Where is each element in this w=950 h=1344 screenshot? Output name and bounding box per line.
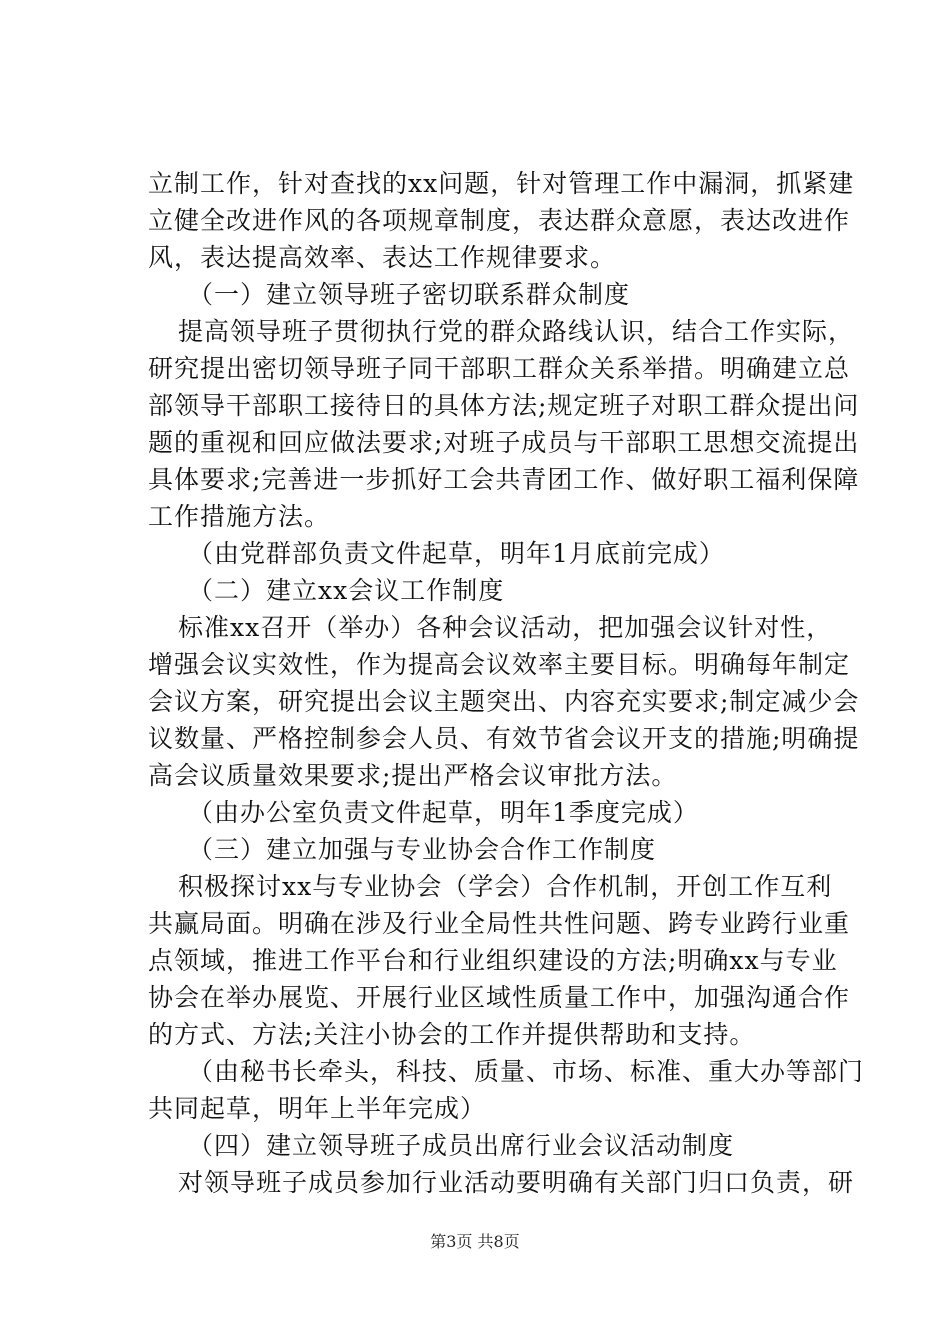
body-text-line: 共赢局面。明确在涉及行业全局性共性问题、跨专业跨行业重: [148, 909, 851, 938]
body-text-line: 会议方案，研究提出会议主题突出、内容充实要求;制定减少会: [148, 687, 860, 716]
responsibility-note: （由秘书长牵头，科技、质量、市场、标准、重大办等部门: [188, 1057, 865, 1086]
body-text-line: 高会议质量效果要求;提出严格会议审批方法。: [148, 761, 678, 790]
body-text-line: 工作措施方法。: [148, 502, 331, 531]
body-text-line: 标准xx召开（举办）各种会议活动，把加强会议针对性，: [178, 613, 833, 642]
body-text-line: 立健全改进作风的各项规章制度，表达群众意愿，表达改进作: [148, 206, 851, 235]
responsibility-note: （由办公室负责文件起草，明年1季度完成）: [188, 798, 699, 827]
body-text-line: 议数量、严格控制参会人员、有效节省会议开支的措施;明确提: [148, 724, 860, 753]
body-text-line: 提高领导班子贯彻执行党的群众路线认识，结合工作实际，: [178, 317, 855, 346]
body-text-line: 风，表达提高效率、表达工作规律要求。: [148, 243, 617, 272]
body-text-line: 积极探讨xx与专业协会（学会）合作机制，开创工作互利: [178, 872, 833, 901]
responsibility-note: 共同起草，明年上半年完成）: [148, 1094, 487, 1123]
body-text-line: 题的重视和回应做法要求;对班子成员与干部职工思想交流提出: [148, 428, 860, 457]
responsibility-note: （由党群部负责文件起草，明年1月底前完成）: [188, 539, 725, 568]
body-text-line: 的方式、方法;关注小协会的工作并提供帮助和支持。: [148, 1020, 756, 1049]
section-heading: （四）建立领导班子成员出席行业会议活动制度: [188, 1131, 735, 1160]
body-text-line: 研究提出密切领导班子同干部职工群众关系举措。明确建立总: [148, 354, 851, 383]
body-text-line: 对领导班子成员参加行业活动要明确有关部门归口负责，研: [178, 1168, 855, 1197]
body-text-line: 协会在举办展览、开展行业区域性质量工作中，加强沟通合作: [148, 983, 851, 1012]
section-heading: （一）建立领导班子密切联系群众制度: [188, 280, 631, 309]
body-text-line: 点领域，推进工作平台和行业组织建设的方法;明确xx与专业: [148, 946, 838, 975]
section-heading: （二）建立xx会议工作制度: [188, 576, 505, 605]
section-heading: （三）建立加强与专业协会合作工作制度: [188, 835, 657, 864]
page-footer: 第3页 共8页: [430, 1232, 520, 1251]
body-text-line: 部领导干部职工接待日的具体方法;规定班子对职工群众提出问: [148, 391, 860, 420]
body-text-line: 立制工作，针对查找的xx问题，针对管理工作中漏洞，抓紧建: [148, 169, 855, 198]
body-text-line: 具体要求;完善进一步抓好工会共青团工作、做好职工福利保障: [148, 465, 860, 494]
body-text-line: 增强会议实效性，作为提高会议效率主要目标。明确每年制定: [148, 650, 851, 679]
